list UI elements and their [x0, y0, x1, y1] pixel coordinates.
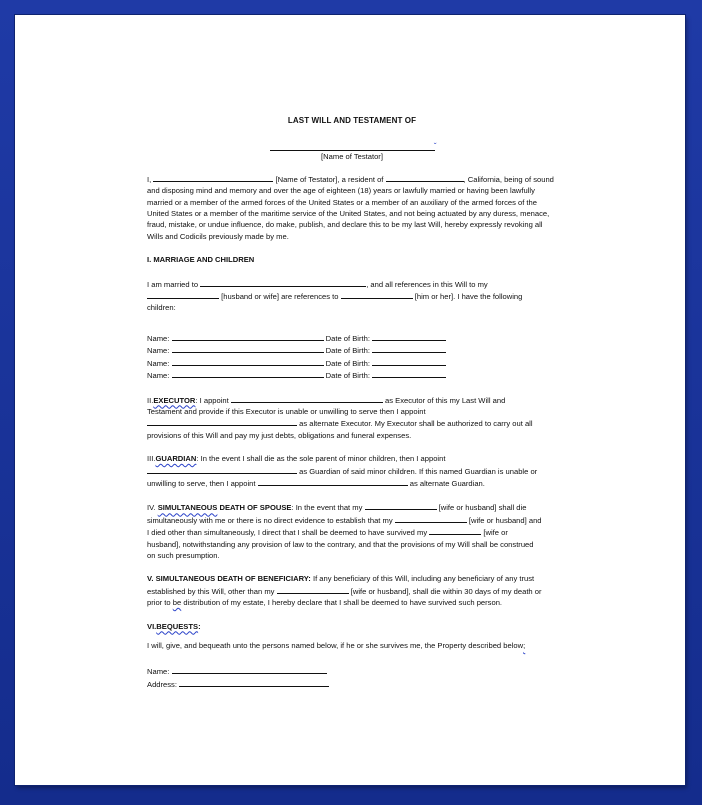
spouse-death-paragraph: IV. SIMULTANEOUS DEATH OF SPOUSE: In the event that my [wife or husband] shall die simultaneously with me or there is no direct evidence to establish that my [wife or husband] and I died other than simultaneously, I direct that I shall be deemed to have survived my [wife or husband], notwithstanding any provision of law to the contrary, and that the provisions of my Will shall be construed on such presumption. — [147, 503, 542, 560]
child-dob-field[interactable] — [372, 344, 446, 353]
children-list — [147, 326, 557, 382]
child-dob-field[interactable] — [372, 369, 446, 378]
intro-paragraph: I, [Name of Testator], a resident of , California, being of sound and disposing mind and memory and over the age of eighteen (18) years or lawfully married or having been lawfully married or a member of the armed forces of the United States or a member of an auxiliary of the armed forces of the United States or a member of the maritime service of the United States, and not being actuated by any duress, menace, fraud, mistake, or undue influence, do make, publish, and declare this to be my last Will, hereby expressly revoking all Wills and Codicils previously made by me. — [147, 174, 554, 241]
child-name-field[interactable] — [172, 344, 324, 353]
document-title: LAST WILL AND TESTAMENT OF — [287, 116, 417, 125]
spouse-reference-field[interactable] — [341, 290, 413, 299]
executor-field[interactable] — [231, 394, 383, 403]
guardian-field[interactable] — [147, 465, 297, 474]
testator-name-blank[interactable] — [270, 142, 435, 151]
alternate-executor-field[interactable] — [147, 417, 297, 426]
guardian-paragraph: III.GUARDIAN: In the event I shall die as the sole parent of minor children, then I appoint as Guardian of said minor children. If this named Guardian is unable or unwilling to serve, then I appoint as alternate Guardian. — [147, 454, 538, 488]
spouse-name-field[interactable] — [200, 278, 366, 287]
simultaneous-word: SIMULTANEOUS — [157, 503, 218, 513]
spouse-type-field[interactable] — [147, 290, 219, 299]
executor-title: EXECUTOR — [153, 395, 196, 405]
child-name-field[interactable] — [172, 357, 324, 366]
spouse-evidence-field[interactable] — [395, 514, 467, 523]
child-name-field[interactable] — [172, 332, 324, 341]
child-row: Name: Date of Birth: — [147, 332, 557, 344]
child-row: Name: Date of Birth: — [147, 369, 557, 381]
spouse-survived-field[interactable] — [429, 526, 481, 535]
residence-field[interactable] — [386, 173, 464, 182]
spouse-death-field[interactable] — [365, 501, 437, 510]
testator-caption: [Name of Testator] — [321, 152, 383, 162]
cursor-mark-icon: ˇ — [433, 142, 437, 152]
child-row: Name: Date of Birth: — [147, 357, 557, 369]
child-row: Name: Date of Birth: — [147, 344, 557, 356]
will-document — [147, 115, 557, 690]
alternate-guardian-field[interactable] — [258, 477, 408, 486]
child-dob-field[interactable] — [372, 357, 446, 366]
marriage-paragraph: I am married to , and all references in this Will to my [husband or wife] are references to [him or her]. I have the following children: — [147, 279, 523, 313]
bequests-paragraph: I will, give, and bequeath unto the persons named below, if he or she survives me, the Property described below; — [147, 641, 526, 650]
bequests-heading: VI.BEQUESTS: — [147, 621, 201, 631]
child-name-field[interactable] — [172, 369, 324, 378]
document-page — [15, 15, 685, 785]
bequests-title: BEQUESTS — [156, 621, 199, 631]
child-dob-field[interactable] — [372, 332, 446, 341]
guardian-title: GUARDIAN — [155, 454, 197, 464]
testator-name-field[interactable] — [153, 173, 273, 182]
beneficiary-spouse-field[interactable] — [277, 585, 349, 594]
section-1-heading: I. MARRIAGE AND CHILDREN — [147, 255, 255, 265]
beneficiary-death-paragraph: V. SIMULTANEOUS DEATH OF BENEFICIARY: If any beneficiary of this Will, including any beneficiary of any trust established by this Will, other than my [wife or husband], shall die within 30 days of my death or prior to be distribution of my estate, I hereby declare that I shall be deemed to have survived such person. — [147, 574, 542, 608]
bequest-entry: Name: Address: — [147, 665, 557, 690]
be-word: be — [172, 598, 182, 608]
bequest-name-field[interactable] — [172, 665, 327, 674]
bequest-address-field[interactable] — [179, 678, 329, 687]
executor-paragraph: II.EXECUTOR: I appoint as Executor of this my Last Will and Testament and provide if this Executor is unable or unwilling to serve then I appoint as alternate Executor. My Executor shall be authorized to carry out all provisions of this Will and pay my just debts, obligations and funeral expenses. — [147, 395, 533, 440]
